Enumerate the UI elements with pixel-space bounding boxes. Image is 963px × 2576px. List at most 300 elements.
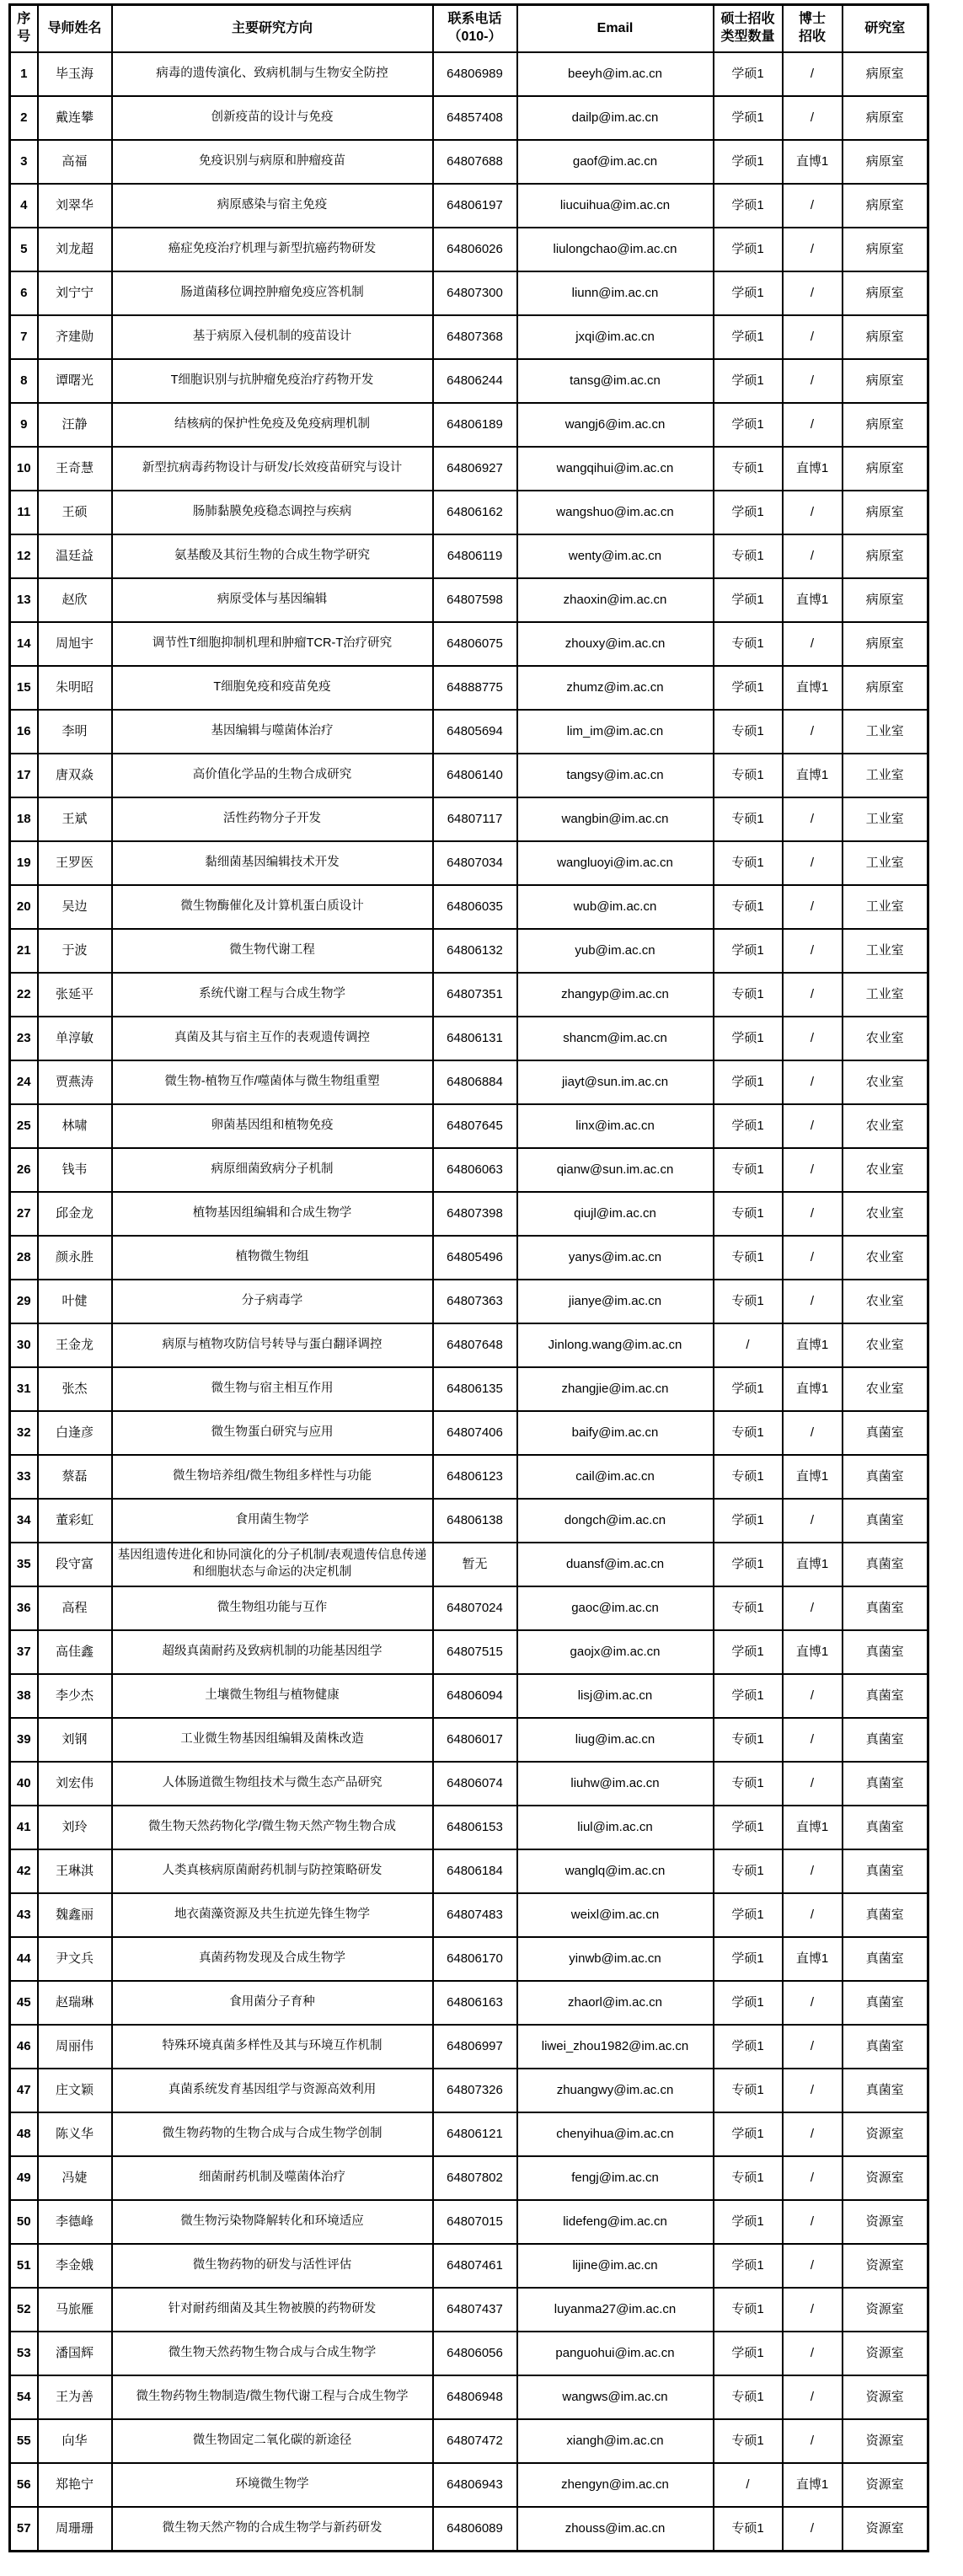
cell-direction: 系统代谢工程与合成生物学	[112, 973, 433, 1017]
cell-name: 李德峰	[38, 2200, 112, 2244]
cell-phd: /	[783, 710, 843, 754]
cell-lab: 工业室	[843, 885, 928, 929]
cell-direction: 微生物药物的生物合成与合成生物学创制	[112, 2112, 433, 2156]
cell-direction: 创新疫苗的设计与免疫	[112, 96, 433, 140]
cell-lab: 真菌室	[843, 1762, 928, 1806]
cell-phd: /	[783, 359, 843, 403]
cell-phone: 64807483	[433, 1893, 517, 1937]
cell-phd: /	[783, 491, 843, 534]
cell-name: 高福	[38, 140, 112, 184]
table-row	[10, 403, 928, 447]
cell-lab: 资源室	[843, 2156, 928, 2200]
cell-master: 学硕1	[714, 96, 783, 140]
table-row	[10, 2025, 928, 2069]
cell-direction: 微生物天然药物生物合成与合成生物学	[112, 2332, 433, 2375]
cell-index: 30	[10, 1323, 38, 1367]
cell-index: 22	[10, 973, 38, 1017]
cell-email: xiangh@im.ac.cn	[517, 2419, 714, 2463]
cell-email: weixl@im.ac.cn	[517, 1893, 714, 1937]
cell-email: wangbin@im.ac.cn	[517, 797, 714, 841]
table-row	[10, 1104, 928, 1148]
cell-phd: /	[783, 973, 843, 1017]
cell-lab: 农业室	[843, 1104, 928, 1148]
cell-phd: /	[783, 929, 843, 973]
cell-email: yinwb@im.ac.cn	[517, 1937, 714, 1981]
cell-master: 专硕1	[714, 2156, 783, 2200]
cell-direction: 微生物污染物降解转化和环境适应	[112, 2200, 433, 2244]
cell-index: 36	[10, 1586, 38, 1630]
cell-email: tansg@im.ac.cn	[517, 359, 714, 403]
cell-phd: 直博1	[783, 1543, 843, 1586]
cell-email: lisj@im.ac.cn	[517, 1674, 714, 1718]
cell-index: 17	[10, 754, 38, 797]
cell-phd: /	[783, 1849, 843, 1893]
cell-index: 25	[10, 1104, 38, 1148]
cell-phone: 64806075	[433, 622, 517, 666]
cell-index: 50	[10, 2200, 38, 2244]
table-row	[10, 315, 928, 359]
cell-phd: /	[783, 885, 843, 929]
cell-phd: /	[783, 2069, 843, 2112]
cell-master: 专硕1	[714, 1236, 783, 1280]
table-row	[10, 1762, 928, 1806]
cell-phone: 暂无	[433, 1543, 517, 1586]
cell-index: 5	[10, 228, 38, 271]
cell-phd: 直博1	[783, 2463, 843, 2507]
cell-email: zhaoxin@im.ac.cn	[517, 578, 714, 622]
table-row	[10, 2375, 928, 2419]
cell-lab: 真菌室	[843, 1630, 928, 1674]
cell-direction: 食用菌生物学	[112, 1499, 433, 1543]
cell-master: 专硕1	[714, 1849, 783, 1893]
cell-master: 专硕1	[714, 534, 783, 578]
column-header-lab	[843, 5, 928, 53]
cell-index: 43	[10, 1893, 38, 1937]
cell-email: liuhw@im.ac.cn	[517, 1762, 714, 1806]
cell-phone: 64807688	[433, 140, 517, 184]
cell-name: 冯婕	[38, 2156, 112, 2200]
cell-email: tangsy@im.ac.cn	[517, 754, 714, 797]
column-header-label-line2: 招收	[798, 30, 826, 44]
cell-phd: /	[783, 184, 843, 228]
cell-email: wangqihui@im.ac.cn	[517, 447, 714, 491]
cell-name: 李少杰	[38, 1674, 112, 1718]
column-header-label: 联系电话	[447, 12, 502, 27]
cell-index: 48	[10, 2112, 38, 2156]
cell-lab: 农业室	[843, 1017, 928, 1060]
cell-phd: /	[783, 1148, 843, 1192]
cell-direction: 病原细菌致病分子机制	[112, 1148, 433, 1192]
cell-master: 专硕1	[714, 2375, 783, 2419]
table-row	[10, 184, 928, 228]
cell-name: 钱韦	[38, 1148, 112, 1192]
cell-lab: 病原室	[843, 184, 928, 228]
cell-direction: 食用菌分子育种	[112, 1981, 433, 2025]
table-row	[10, 2200, 928, 2244]
column-header-label: 硕士招收	[720, 12, 775, 27]
cell-master: 专硕1	[714, 2069, 783, 2112]
cell-email: cail@im.ac.cn	[517, 1455, 714, 1499]
cell-lab: 农业室	[843, 1367, 928, 1411]
cell-name: 齐建勋	[38, 315, 112, 359]
cell-direction: 肠道菌移位调控肿瘤免疫应答机制	[112, 271, 433, 315]
cell-index: 31	[10, 1367, 38, 1411]
cell-direction: 人体肠道微生物组技术与微生态产品研究	[112, 1762, 433, 1806]
cell-master: 专硕1	[714, 1718, 783, 1762]
cell-email: zhangyp@im.ac.cn	[517, 973, 714, 1017]
cell-index: 39	[10, 1718, 38, 1762]
cell-email: panguohui@im.ac.cn	[517, 2332, 714, 2375]
cell-name: 刘翠华	[38, 184, 112, 228]
cell-master: 专硕1	[714, 1148, 783, 1192]
cell-master: 专硕1	[714, 2419, 783, 2463]
cell-index: 12	[10, 534, 38, 578]
cell-direction: 癌症免疫治疗机理与新型抗癌药物研发	[112, 228, 433, 271]
cell-lab: 病原室	[843, 403, 928, 447]
cell-direction: 肠肺黏膜免疫稳态调控与疾病	[112, 491, 433, 534]
cell-phone: 64888775	[433, 666, 517, 710]
cell-direction: 基因组遗传进化和协同演化的分子机制/表观遗传信息传递和细胞状态与命运的决定机制	[112, 1543, 433, 1586]
cell-lab: 工业室	[843, 929, 928, 973]
cell-email: zhaorl@im.ac.cn	[517, 1981, 714, 2025]
cell-phone: 64807117	[433, 797, 517, 841]
cell-email: qiujl@im.ac.cn	[517, 1192, 714, 1236]
cell-phone: 64806035	[433, 885, 517, 929]
cell-lab: 真菌室	[843, 2069, 928, 2112]
cell-lab: 病原室	[843, 359, 928, 403]
cell-master: 学硕1	[714, 1893, 783, 1937]
cell-master: 学硕1	[714, 1981, 783, 2025]
cell-index: 2	[10, 96, 38, 140]
cell-name: 潘国辉	[38, 2332, 112, 2375]
cell-name: 王为善	[38, 2375, 112, 2419]
cell-direction: 微生物组功能与互作	[112, 1586, 433, 1630]
cell-master: 学硕1	[714, 228, 783, 271]
cell-name: 魏鑫丽	[38, 1893, 112, 1937]
cell-phone: 64806123	[433, 1455, 517, 1499]
cell-master: 学硕1	[714, 1674, 783, 1718]
cell-name: 张杰	[38, 1367, 112, 1411]
cell-email: lim_im@im.ac.cn	[517, 710, 714, 754]
table-row	[10, 1674, 928, 1718]
cell-index: 9	[10, 403, 38, 447]
cell-phone: 64806244	[433, 359, 517, 403]
cell-phd: /	[783, 622, 843, 666]
cell-direction: 新型抗病毒药物设计与研发/长效疫苗研究与设计	[112, 447, 433, 491]
cell-phd: /	[783, 403, 843, 447]
table-row	[10, 1148, 928, 1192]
column-header-email	[517, 5, 714, 53]
cell-master: 专硕1	[714, 1280, 783, 1323]
table-row	[10, 52, 928, 96]
cell-name: 刘宏伟	[38, 1762, 112, 1806]
cell-index: 6	[10, 271, 38, 315]
cell-index: 52	[10, 2288, 38, 2332]
cell-lab: 病原室	[843, 315, 928, 359]
table-row	[10, 1718, 928, 1762]
cell-direction: 植物基因组编辑和合成生物学	[112, 1192, 433, 1236]
cell-master: 学硕1	[714, 1017, 783, 1060]
cell-email: qianw@sun.im.ac.cn	[517, 1148, 714, 1192]
table-row	[10, 1586, 928, 1630]
cell-name: 周旭宇	[38, 622, 112, 666]
cell-email: lijine@im.ac.cn	[517, 2244, 714, 2288]
cell-phd: /	[783, 1762, 843, 1806]
cell-name: 张延平	[38, 973, 112, 1017]
cell-master: /	[714, 2463, 783, 2507]
cell-index: 32	[10, 1411, 38, 1455]
cell-phd: /	[783, 2419, 843, 2463]
cell-master: 学硕1	[714, 1543, 783, 1586]
cell-phone: 64806163	[433, 1981, 517, 2025]
cell-phone: 64806017	[433, 1718, 517, 1762]
cell-lab: 资源室	[843, 2463, 928, 2507]
cell-master: 学硕1	[714, 184, 783, 228]
cell-direction: 高价值化学品的生物合成研究	[112, 754, 433, 797]
cell-phd: /	[783, 2288, 843, 2332]
cell-phone: 64807406	[433, 1411, 517, 1455]
cell-phone: 64807326	[433, 2069, 517, 2112]
table-row	[10, 1017, 928, 1060]
cell-lab: 病原室	[843, 228, 928, 271]
cell-email: gaoc@im.ac.cn	[517, 1586, 714, 1630]
cell-master: 学硕1	[714, 1937, 783, 1981]
cell-master: 学硕1	[714, 578, 783, 622]
cell-email: wangj6@im.ac.cn	[517, 403, 714, 447]
cell-direction: T细胞免疫和疫苗免疫	[112, 666, 433, 710]
cell-email: gaof@im.ac.cn	[517, 140, 714, 184]
table-row	[10, 754, 928, 797]
column-header-label-line2: （010-）	[447, 30, 502, 44]
cell-name: 于波	[38, 929, 112, 973]
cell-phone: 64807368	[433, 315, 517, 359]
cell-lab: 农业室	[843, 1060, 928, 1104]
cell-index: 7	[10, 315, 38, 359]
cell-index: 57	[10, 2507, 38, 2552]
cell-master: 学硕1	[714, 1499, 783, 1543]
cell-master: 学硕1	[714, 359, 783, 403]
cell-direction: 植物微生物组	[112, 1236, 433, 1280]
cell-name: 高佳鑫	[38, 1630, 112, 1674]
cell-phd: 直博1	[783, 1937, 843, 1981]
cell-lab: 真菌室	[843, 1499, 928, 1543]
cell-email: jiayt@sun.im.ac.cn	[517, 1060, 714, 1104]
cell-master: 学硕1	[714, 315, 783, 359]
cell-phone: 64806089	[433, 2507, 517, 2552]
cell-index: 54	[10, 2375, 38, 2419]
cell-name: 叶健	[38, 1280, 112, 1323]
cell-email: liucuihua@im.ac.cn	[517, 184, 714, 228]
cell-index: 26	[10, 1148, 38, 1192]
cell-phd: 直博1	[783, 1630, 843, 1674]
table-row	[10, 1849, 928, 1893]
cell-direction: 免疫识别与病原和肿瘤疫苗	[112, 140, 433, 184]
cell-phone: 64806138	[433, 1499, 517, 1543]
table-row	[10, 929, 928, 973]
cell-lab: 真菌室	[843, 1981, 928, 2025]
cell-direction: 基于病原入侵机制的疫苗设计	[112, 315, 433, 359]
cell-index: 16	[10, 710, 38, 754]
cell-phone: 64806170	[433, 1937, 517, 1981]
advisor-table	[8, 3, 929, 2552]
table-row	[10, 885, 928, 929]
cell-email: duansf@im.ac.cn	[517, 1543, 714, 1586]
cell-phd: /	[783, 797, 843, 841]
cell-master: 学硕1	[714, 271, 783, 315]
cell-lab: 工业室	[843, 710, 928, 754]
cell-phd: /	[783, 52, 843, 96]
cell-index: 55	[10, 2419, 38, 2463]
cell-master: 学硕1	[714, 491, 783, 534]
cell-master: /	[714, 1323, 783, 1367]
header-row	[10, 5, 928, 53]
table-row	[10, 578, 928, 622]
cell-lab: 真菌室	[843, 2025, 928, 2069]
cell-index: 42	[10, 1849, 38, 1893]
cell-index: 45	[10, 1981, 38, 2025]
cell-direction: 氨基酸及其衍生物的合成生物学研究	[112, 534, 433, 578]
cell-phd: /	[783, 1674, 843, 1718]
table-row	[10, 2112, 928, 2156]
cell-direction: 结核病的保护性免疫及免疫病理机制	[112, 403, 433, 447]
cell-phd: /	[783, 1499, 843, 1543]
cell-lab: 病原室	[843, 491, 928, 534]
cell-index: 28	[10, 1236, 38, 1280]
cell-lab: 真菌室	[843, 1718, 928, 1762]
cell-phd: /	[783, 1104, 843, 1148]
cell-phd: /	[783, 1017, 843, 1060]
cell-master: 学硕1	[714, 1104, 783, 1148]
cell-phd: /	[783, 228, 843, 271]
cell-phone: 64806119	[433, 534, 517, 578]
column-header-label-line2: 类型数量	[720, 30, 775, 44]
cell-name: 段守富	[38, 1543, 112, 1586]
table-row	[10, 1060, 928, 1104]
table-row	[10, 797, 928, 841]
cell-phone: 64807398	[433, 1192, 517, 1236]
cell-direction: 微生物固定二氧化碳的新途径	[112, 2419, 433, 2463]
cell-lab: 工业室	[843, 754, 928, 797]
cell-email: beeyh@im.ac.cn	[517, 52, 714, 96]
cell-direction: 真菌系统发育基因组学与资源高效利用	[112, 2069, 433, 2112]
cell-phd: 直博1	[783, 1323, 843, 1367]
cell-master: 学硕1	[714, 1060, 783, 1104]
cell-name: 单淳敏	[38, 1017, 112, 1060]
cell-index: 8	[10, 359, 38, 403]
cell-index: 44	[10, 1937, 38, 1981]
cell-name: 温廷益	[38, 534, 112, 578]
cell-direction: 人类真核病原菌耐药机制与防控策略研发	[112, 1849, 433, 1893]
cell-name: 吴边	[38, 885, 112, 929]
cell-name: 林啸	[38, 1104, 112, 1148]
table-row	[10, 359, 928, 403]
column-header-label: Email	[597, 20, 634, 35]
cell-lab: 病原室	[843, 622, 928, 666]
cell-email: luyanma27@im.ac.cn	[517, 2288, 714, 2332]
cell-direction: 微生物药物的研发与活性评估	[112, 2244, 433, 2288]
cell-index: 56	[10, 2463, 38, 2507]
cell-index: 15	[10, 666, 38, 710]
cell-email: shancm@im.ac.cn	[517, 1017, 714, 1060]
cell-name: 邱金龙	[38, 1192, 112, 1236]
cell-master: 专硕1	[714, 2288, 783, 2332]
cell-phd: /	[783, 1192, 843, 1236]
cell-lab: 工业室	[843, 973, 928, 1017]
cell-direction: 微生物培养组/微生物组多样性与功能	[112, 1455, 433, 1499]
table-row	[10, 2156, 928, 2200]
cell-phd: /	[783, 2112, 843, 2156]
cell-phone: 64806948	[433, 2375, 517, 2419]
cell-email: liunn@im.ac.cn	[517, 271, 714, 315]
cell-phone: 64805496	[433, 1236, 517, 1280]
cell-email: zhouss@im.ac.cn	[517, 2507, 714, 2552]
cell-direction: 微生物蛋白研究与应用	[112, 1411, 433, 1455]
cell-name: 赵瑞琳	[38, 1981, 112, 2025]
cell-phd: /	[783, 2244, 843, 2288]
cell-phd: /	[783, 2332, 843, 2375]
cell-direction: 真菌药物发现及合成生物学	[112, 1937, 433, 1981]
cell-name: 郑艳宁	[38, 2463, 112, 2507]
cell-index: 53	[10, 2332, 38, 2375]
cell-name: 唐双焱	[38, 754, 112, 797]
cell-phd: /	[783, 534, 843, 578]
table-row	[10, 973, 928, 1017]
cell-phone: 64807802	[433, 2156, 517, 2200]
cell-index: 49	[10, 2156, 38, 2200]
cell-direction: 病原受体与基因编辑	[112, 578, 433, 622]
cell-phone: 64806135	[433, 1367, 517, 1411]
cell-phd: /	[783, 315, 843, 359]
table-row	[10, 1981, 928, 2025]
cell-name: 谭曙光	[38, 359, 112, 403]
table-row	[10, 666, 928, 710]
cell-phone: 64806989	[433, 52, 517, 96]
cell-email: zhouxy@im.ac.cn	[517, 622, 714, 666]
cell-phone: 64806063	[433, 1148, 517, 1192]
table-row	[10, 228, 928, 271]
column-header-label: 主要研究方向	[231, 20, 313, 35]
cell-index: 3	[10, 140, 38, 184]
cell-phd: 直博1	[783, 754, 843, 797]
table-row	[10, 1236, 928, 1280]
cell-lab: 病原室	[843, 447, 928, 491]
cell-email: zhangjie@im.ac.cn	[517, 1367, 714, 1411]
cell-master: 学硕1	[714, 2332, 783, 2375]
cell-master: 学硕1	[714, 403, 783, 447]
cell-direction: T细胞识别与抗肿瘤免疫治疗药物开发	[112, 359, 433, 403]
cell-index: 23	[10, 1017, 38, 1060]
cell-lab: 真菌室	[843, 1411, 928, 1455]
cell-phone: 64807437	[433, 2288, 517, 2332]
cell-direction: 活性药物分子开发	[112, 797, 433, 841]
cell-name: 王金龙	[38, 1323, 112, 1367]
cell-email: yanys@im.ac.cn	[517, 1236, 714, 1280]
cell-name: 陈义华	[38, 2112, 112, 2156]
cell-index: 1	[10, 52, 38, 96]
cell-index: 4	[10, 184, 38, 228]
cell-phd: 直博1	[783, 1806, 843, 1849]
cell-lab: 农业室	[843, 1323, 928, 1367]
table-row	[10, 1630, 928, 1674]
cell-master: 专硕1	[714, 973, 783, 1017]
table-row	[10, 447, 928, 491]
cell-phone: 64806162	[433, 491, 517, 534]
cell-phone: 64806153	[433, 1806, 517, 1849]
cell-name: 李金娥	[38, 2244, 112, 2288]
cell-name: 汪静	[38, 403, 112, 447]
cell-phd: /	[783, 1718, 843, 1762]
cell-email: zhuangwy@im.ac.cn	[517, 2069, 714, 2112]
